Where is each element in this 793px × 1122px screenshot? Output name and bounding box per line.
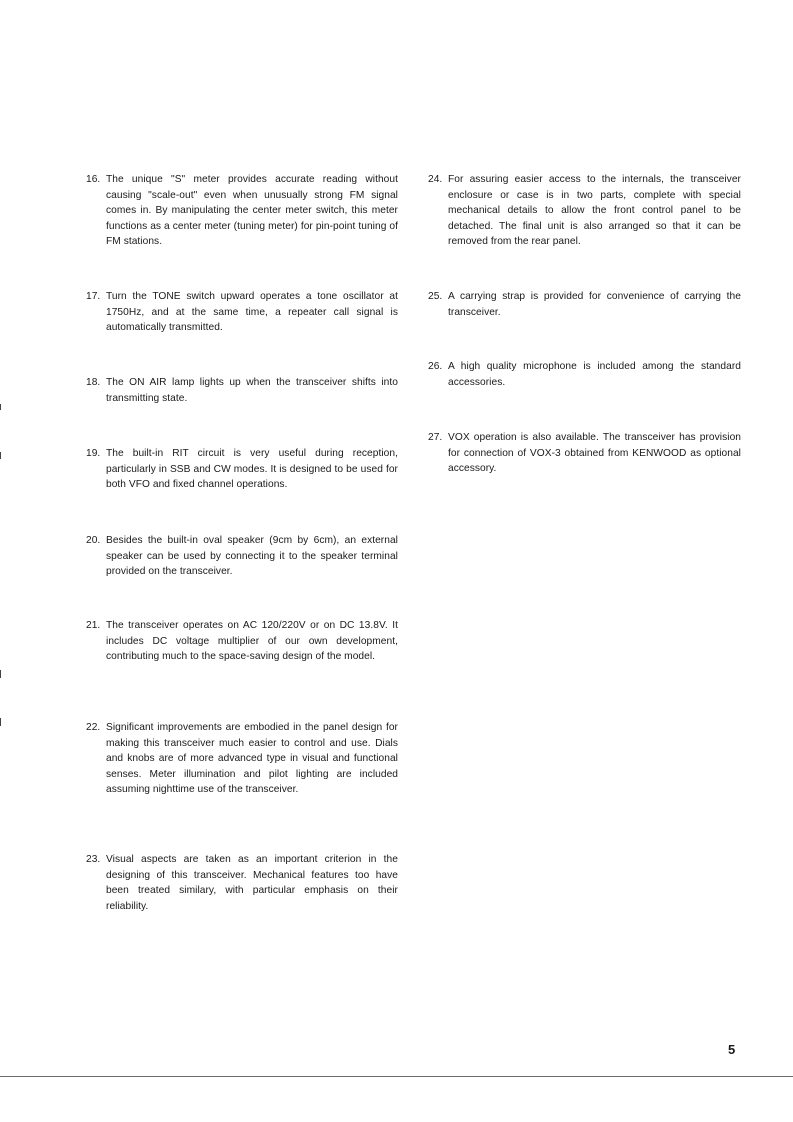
feature-item-21	[86, 618, 398, 665]
feature-item-18	[86, 375, 398, 406]
scan-mark	[0, 718, 1, 726]
scan-mark	[0, 670, 1, 678]
feature-item-20	[86, 533, 398, 580]
item-text: For assuring easier access to the internals, the transceiver enclosure or case is in two parts, complete with special mechanical details to allow the front control panel to be detached. The final unit is also arranged so that it can be removed from the rear panel.	[448, 174, 741, 248]
feature-item-23	[86, 852, 398, 914]
item-number: 18.	[86, 377, 101, 388]
item-number: 23.	[86, 854, 101, 865]
item-number: 26.	[428, 361, 443, 372]
scan-mark	[0, 404, 1, 410]
item-text: VOX operation is also available. The transceiver has provision for connection of VOX-3 obtained from KENWOOD as optional accessory.	[448, 432, 741, 475]
item-text: Turn the TONE switch upward operates a tone oscillator at 1750Hz, and at the same time, a repeater call signal is automatically transmitted.	[106, 291, 398, 334]
scan-mark	[0, 452, 1, 459]
feature-item-24	[428, 172, 741, 250]
feature-item-17	[86, 289, 398, 336]
feature-item-26	[428, 359, 741, 390]
item-text: A carrying strap is provided for convenience of carrying the transceiver.	[448, 291, 741, 318]
item-text: The unique "S" meter provides accurate reading without causing "scale-out" even when unusually strong FM signal comes in. By manipulating the center meter switch, this meter functions as a center meter (tuning meter) for pin-point tuning of FM stations.	[106, 174, 398, 248]
item-text: A high quality microphone is included among the standard accessories.	[448, 361, 741, 388]
item-number: 19.	[86, 448, 101, 459]
item-text: The built-in RIT circuit is very useful during reception, particularly in SSB and CW modes. It is designed to be used for both VFO and fixed channel operations.	[106, 448, 398, 491]
feature-item-16	[86, 172, 398, 250]
item-number: 22.	[86, 722, 101, 733]
feature-item-19	[86, 446, 398, 493]
item-number: 27.	[428, 432, 443, 443]
page-number: 5	[728, 1042, 736, 1057]
item-text: Significant improvements are embodied in the panel design for making this transceiver much easier to control and use. Dials and knobs are of more advanced type in visual and functional senses. Meter illumination and pilot lighting are included assuming nighttime use of the transceiver.	[106, 722, 398, 796]
item-number: 16.	[86, 174, 101, 185]
feature-item-22	[86, 720, 398, 798]
item-text: Besides the built-in oval speaker (9cm by 6cm), an external speaker can be used by connecting it to the speaker terminal provided on the transceiver.	[106, 535, 398, 578]
item-text: The ON AIR lamp lights up when the transceiver shifts into transmitting state.	[106, 377, 398, 404]
item-text: Visual aspects are taken as an important criterion in the designing of this transceiver. Mechanical features too have been treated similary, with particular emphasis on their reliability.	[106, 854, 398, 912]
feature-item-27	[428, 430, 741, 477]
item-number: 20.	[86, 535, 101, 546]
item-text: The transceiver operates on AC 120/220V or on DC 13.8V. It includes DC voltage multiplier of our own development, contributing much to the space-saving design of the model.	[106, 620, 398, 663]
item-number: 25.	[428, 291, 443, 302]
item-number: 24.	[428, 174, 443, 185]
bottom-rule	[0, 1076, 793, 1077]
item-number: 21.	[86, 620, 101, 631]
item-number: 17.	[86, 291, 101, 302]
feature-item-25	[428, 289, 741, 320]
